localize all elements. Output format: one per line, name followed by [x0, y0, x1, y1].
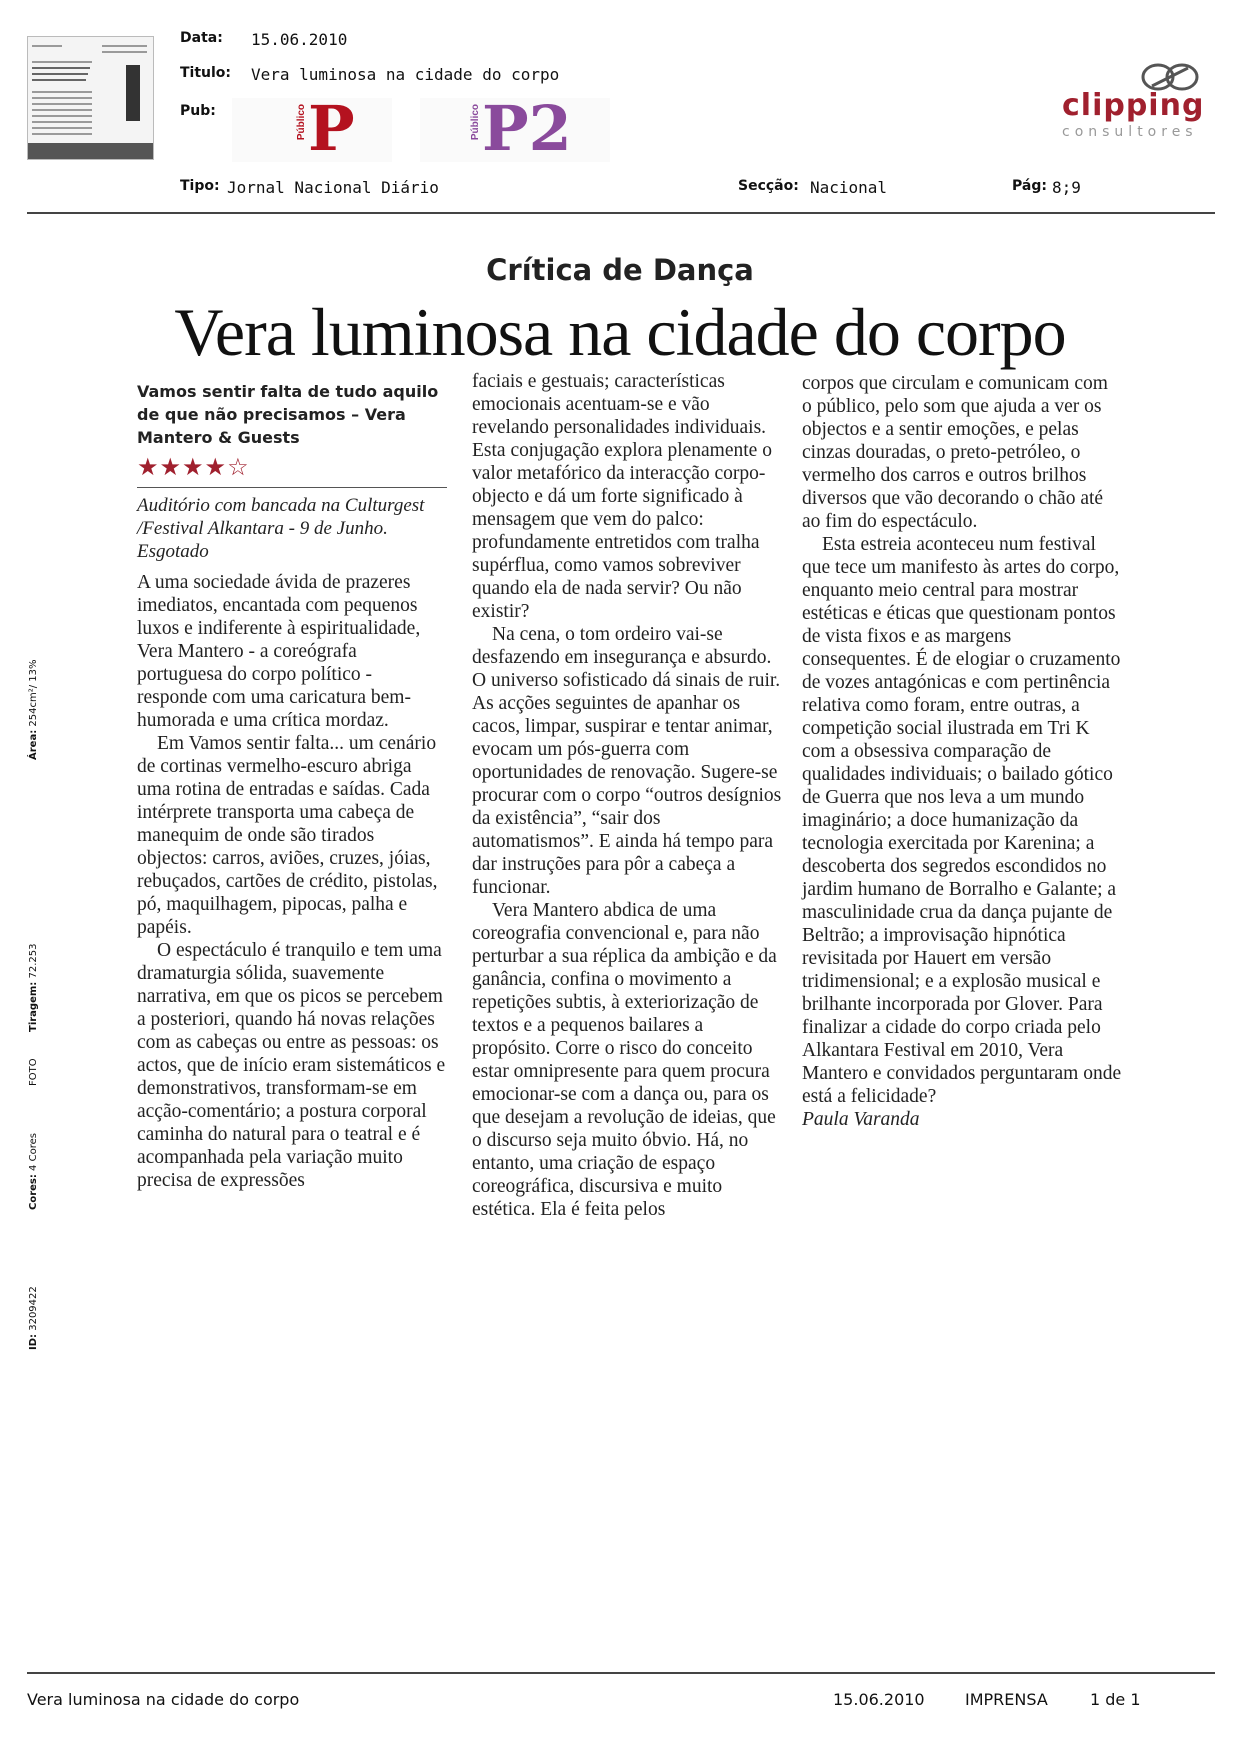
area-label: Área: — [28, 729, 39, 760]
info-divider — [137, 487, 447, 488]
paragraph: Vera Mantero abdica de uma coreografia convencional e, para não perturbar a sua réplica da ambição e da ganância, confina o movimento a repetições subtis, à exteriorização de textos e a pequenos bailares a propósito. Corre o risco do conceito estar omnipresente para quem procura emocionar-se com a dança ou, para os que desejam a revolução de ideias, que o discurso seja muito óbvio. Há, no entanto, uma criação de espaço coreográfica, discursiva e muito estética. Ela é feita pelos — [472, 900, 777, 1220]
p2-side-label: Público — [470, 104, 481, 141]
page-thumbnail — [27, 36, 154, 160]
article-column-3 — [802, 372, 1122, 1131]
date-label: Data: — [180, 30, 223, 46]
publico-p-mark: P — [308, 92, 355, 165]
footer-page: 1 de 1 — [1090, 1690, 1141, 1709]
show-title: Vamos sentir falta de tudo aquilo de que não precisamos – Vera Mantero & Guests — [137, 382, 439, 447]
clipping-consultores-logo — [1040, 58, 1220, 138]
section-kicker: Crítica de Dança — [486, 253, 754, 287]
title-label: Titulo: — [180, 65, 232, 81]
paragraph: O espectáculo é tranquilo e tem uma dramaturgia sólida, suavemente narrativa, em que os picos se percebem a posteriori, quando há novas relações com as cabeças ou entre as pessoas: os actos, que de início eram sistemáticos e demonstrativos, transformam-se em acção-comentário; a postura corporal caminha do natural para o teatral e é acompanhada pela variação muito precisa de expressões — [137, 940, 446, 1191]
paragraph: A uma sociedade ávida de prazeres imediatos, encantada com pequenos luxos e indiferente à espiritualidade, Vera Mantero - a coreógrafa portuguesa do corpo político - responde com uma caricatura bem-humorada e uma crítica mordaz. — [137, 572, 421, 731]
page-value: 8;9 — [1052, 178, 1081, 197]
type-label: Tipo: — [180, 178, 220, 194]
paragraph: Esta estreia aconteceu num festival que tece um manifesto às artes do corpo, enquanto meio central para mostrar estéticas e éticas que questionam pontos de vista fixos e as margens consequentes. É de elogiar o cruzamento de vozes antagónicas e com pertinência relativa como foram, entre outras, a competição social ilustrada em Tri K com a obsessiva comparação de qualidades individuais; o bailado gótico de Guerra que nos leva a um mundo imaginário; a doce humanização da tecnologia exercitada por Karenina; a descoberta dos segredos escondidos no jardim humano de Borralho e Galante; a masculinidade crua da dança pujante de Beltrão; a improvisação hipnótica revisitada por Hauert em versão tridimensional; e a explosão musical e brilhante incorporada por Glover. Para finalizar a cidade do corpo criada pelo Alkantara Festival em 2010, Vera Mantero e convidados perguntaram onde está a felicidade? — [802, 534, 1122, 1107]
date-value: 15.06.2010 — [251, 30, 348, 49]
page-label: Pág: — [1012, 178, 1047, 194]
tiragem-value: 72.253 — [28, 943, 39, 979]
colors-value: 4 Cores — [28, 1133, 39, 1171]
header-divider — [27, 212, 1215, 214]
colors-label: Cores: — [28, 1174, 39, 1210]
publication-label: Pub: — [180, 103, 216, 119]
id-value: 3209422 — [28, 1286, 39, 1331]
paragraph: Na cena, o tom ordeiro vai-se desfazendo em insegurança e absurdo. O universo sofisticado dá sinais de ruir. As acções seguintes de apanhar os cacos, limpar, suspirar e tentar animar, evocam um pós-guerra com oportunidades de renovação. Sugere-se procurar com o corpo “outros desígnios da existência”, “sair dos automatismos”. E ainda há tempo para dar instruções para pôr a cabeça a funcionar. — [472, 624, 782, 898]
footer-date: 15.06.2010 — [833, 1690, 925, 1709]
section-label: Secção: — [738, 178, 799, 194]
photo-meta: FOTO — [28, 1058, 39, 1086]
paragraph: corpos que circulam e comunicam com o público, pelo som que ajuda a ver os objectos e a sentir emoções, e pelas cinzas douradas, o preto-petróleo, o vermelho dos carros e outros brilhos diversos que vão decorando o chão até ao fim do espectáculo. — [802, 373, 1108, 532]
article-column-2 — [472, 370, 782, 1221]
brand-name: clipping — [1062, 88, 1205, 123]
area-meta — [28, 660, 39, 761]
brand-subtitle: consultores — [1062, 124, 1198, 140]
publico-side-label: Público — [296, 104, 307, 141]
show-info: Auditório com bancada na Culturgest /Festival Alkantara - 9 de Junho. Esgotado — [137, 495, 425, 562]
publico-logo — [232, 92, 392, 165]
paragraph: Em Vamos sentir falta... um cenário de cortinas vermelho-escuro abriga uma rotina de entradas e saídas. Cada intérprete transporta uma cabeça de manequim de onde são tirados objectos: carros, aviões, cruzes, jóias, rebuçados, cartões de crédito, pistolas, pó, maquilhagem, pipocas, palha e papéis. — [137, 733, 438, 938]
paragraph: faciais e gestuais; características emocionais acentuam-se e vão revelando personalidades individuais. Esta conjugação explora plenamente o valor metafórico da interacção corpo-objecto e dá um forte significado à mensagem que vem do palco: profundamente entretidos com tralha supérflua, como vamos sobreviver quando ela de nada servir? Ou não existir? — [472, 371, 772, 622]
footer-divider — [27, 1672, 1215, 1674]
footer-type: IMPRENSA — [965, 1690, 1048, 1709]
author-byline: Paula Varanda — [802, 1109, 920, 1130]
area-value: 254cm²/ 13% — [28, 659, 39, 727]
section-value: Nacional — [810, 178, 888, 197]
id-label: ID: — [28, 1333, 39, 1350]
article-headline: Vera luminosa na cidade do corpo — [174, 294, 1066, 370]
tiragem-label: Tiragem: — [28, 981, 39, 1032]
article-column-1 — [137, 380, 447, 1192]
rating-stars: ★★★★☆ — [137, 453, 250, 481]
column-1-text — [137, 571, 447, 1192]
p2-logo — [420, 92, 610, 165]
title-value: Vera luminosa na cidade do corpo — [251, 65, 560, 84]
type-value: Jornal Nacional Diário — [227, 178, 439, 197]
colors-meta — [28, 1133, 39, 1210]
footer-title: Vera luminosa na cidade do corpo — [27, 1690, 300, 1709]
id-meta — [28, 1286, 39, 1350]
p2-mark: P2 — [482, 92, 572, 165]
tiragem-meta — [28, 944, 39, 1032]
